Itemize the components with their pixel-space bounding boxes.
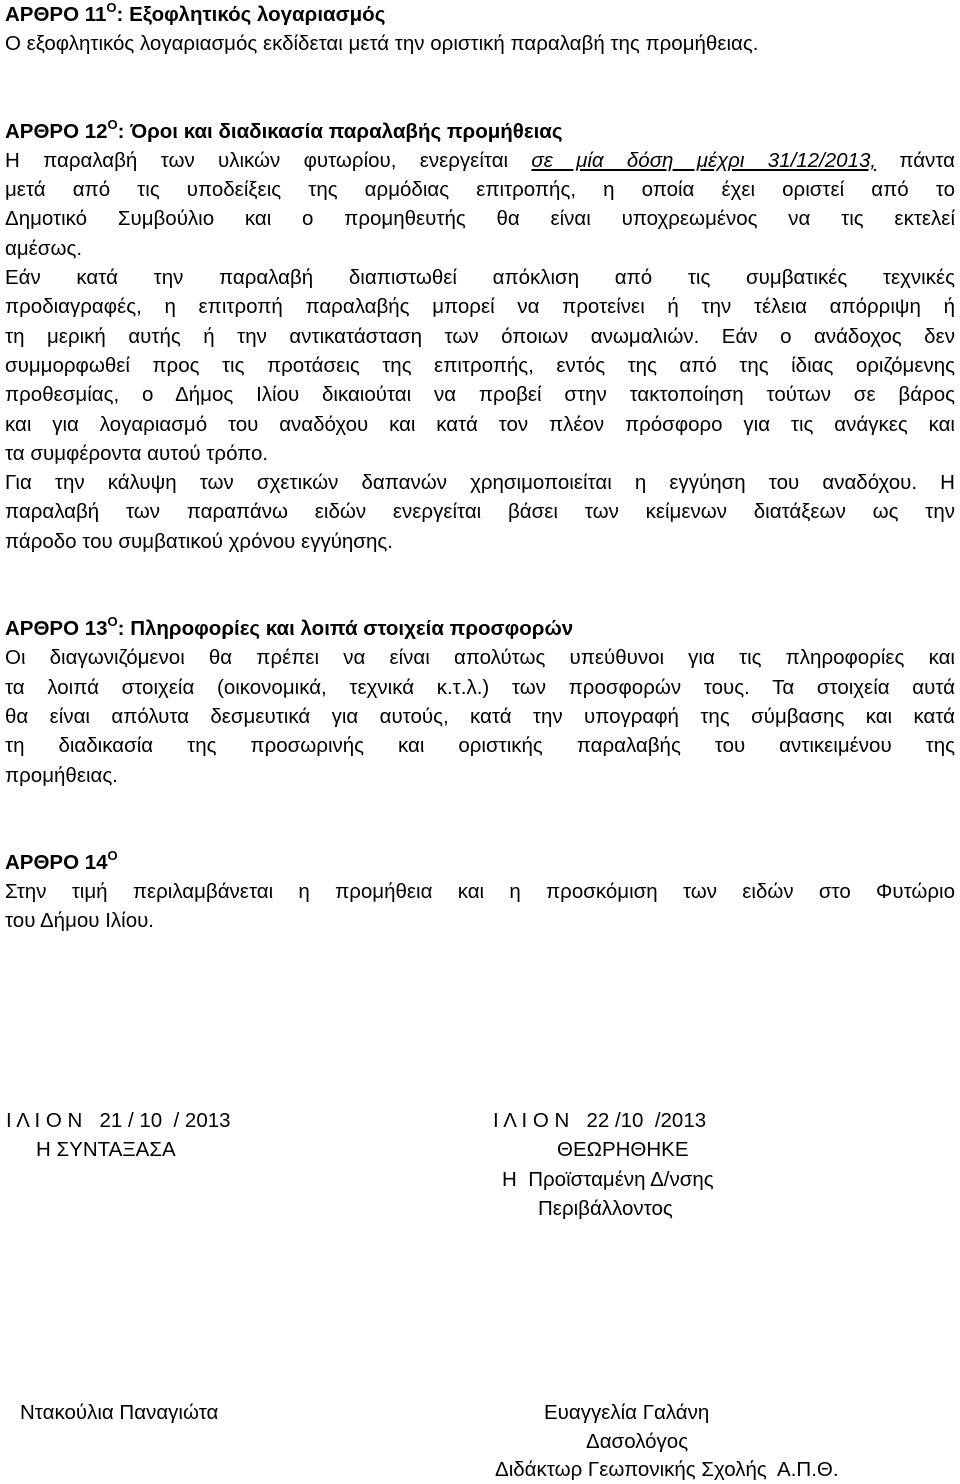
article-12-line-7: τη μερική αυτής ή την αντικατάσταση των όποιων ανωμαλιών. Εάν ο ανάδοχος δεν [5, 324, 955, 348]
right-status: ΘΕΩΡΗΘΗΚΕ [557, 1138, 689, 1161]
article-13-line-3: θα είναι απόλυτα δεσμευτικά για αυτούς, κατά την υπογραφή της σύμβασης και κατά [5, 704, 955, 728]
right-signatory-title: Δασολόγος [586, 1430, 689, 1453]
article-12-line-11: τα συμφέροντα αυτού τρόπο. [5, 441, 269, 465]
article-12-line-4: αμέσως. [5, 236, 83, 260]
article-14-line-1: Στην τιμή περιλαμβάνεται η προμήθεια και η προσκόμιση των ειδών στο Φυτώριο [5, 880, 955, 904]
article-14-heading [5, 848, 955, 877]
article-14-paragraph [5, 877, 955, 936]
delivery-deadline-emphasis: σε μία δόση μέχρι 31/12/2013, [531, 148, 877, 172]
document-body [5, 0, 955, 936]
right-date: Ι Λ Ι Ο Ν 22 /10 /2013 [493, 1109, 707, 1132]
article-14-number: ΑΡΘΡΟ 14 [5, 850, 108, 874]
article-13-heading [5, 614, 955, 643]
article-12-line-13: παραλαβή των παραπάνω ειδών ενεργείται βάσει των κείμενων διατάξεων ως την [5, 500, 955, 524]
right-role-line-2: Περιβάλλοντος [538, 1197, 673, 1220]
article-13-number: ΑΡΘΡΟ 13 [5, 617, 108, 641]
article-11-ordinal: Ο [106, 0, 117, 15]
article-13-title: : Πληροφορίες και λοιπά στοιχεία προσφορών [117, 617, 574, 641]
article-12-paragraph-1 [5, 146, 955, 263]
left-date: Ι Λ Ι Ο Ν 21 / 10 / 2013 [6, 1109, 231, 1132]
article-12-line-9: προθεσμίας, ο Δήμος Ιλίου δικαιούται να προβεί στην τακτοποίηση τούτων σε βάρος [5, 383, 955, 407]
article-12-line-2: μετά από τις υποδείξεις της αρμόδιας επιτροπής, η οποία έχει οριστεί από το [5, 178, 955, 202]
article-12-line-1-end: πάντα [876, 148, 956, 172]
left-signatory-name: Ντακούλια Παναγιώτα [20, 1401, 219, 1424]
article-12-paragraph-3 [5, 468, 955, 556]
left-role: Η ΣΥΝΤΑΞΑΣΑ [36, 1138, 176, 1161]
article-13-line-4: τη διαδικασία της προσωρινής και οριστικής παραλαβής του αντικειμένου της [5, 734, 955, 758]
article-13-paragraph [5, 643, 955, 789]
article-12-line-3: Δημοτικό Συμβούλιο και ο προμηθευτής θα είναι υποχρεωμένος να τις εκτελεί [5, 207, 955, 231]
article-14-line-2: του Δήμου Ιλίου. [5, 909, 155, 933]
article-12-paragraph-2 [5, 263, 955, 468]
article-13-line-2: τα λοιπά στοιχεία (οικονομικά, τεχνικά κ.τ.λ.) των προσφορών τους. Τα στοιχεία αυτά [5, 675, 955, 699]
article-12-ordinal: Ο [107, 116, 118, 132]
article-11-heading [5, 0, 955, 29]
article-11-number: ΑΡΘΡΟ 11 [5, 3, 107, 26]
article-11-title: : Εξοφλητικός λογαριασμός [116, 3, 386, 26]
article-12-line-8: συμμορφωθεί προς τις προτάσεις της επιτροπής, εντός της από της ίδιας οριζόμενης [5, 353, 955, 377]
article-13-line-1: Οι διαγωνιζόμενοι θα πρέπει να είναι απολύτως υπεύθυνοι για τις πληροφορίες και [5, 646, 955, 670]
article-13-line-5: προμήθειας. [5, 763, 118, 787]
right-signatory-name: Ευαγγελία Γαλάνη [544, 1401, 710, 1424]
article-12-heading [5, 117, 955, 146]
article-13-ordinal: Ο [107, 614, 118, 630]
article-12-line-12: Για την κάλυψη των σχετικών δαπανών χρησιμοποιείται η εγγύηση του αναδόχου. Η [5, 471, 955, 495]
article-12-line-1-start: Η παραλαβή των υλικών φυτωρίου, ενεργείται [5, 148, 532, 172]
article-14-ordinal: Ο [107, 847, 118, 863]
right-role-line-1: Η Προϊσταμένη Δ/νσης [502, 1168, 714, 1191]
article-12-number: ΑΡΘΡΟ 12 [5, 119, 108, 143]
article-12-line-6: προδιαγραφές, η επιτροπή παραλαβής μπορεί να προτείνει ή την τέλεια απόρριψη ή [5, 295, 955, 319]
article-12-line-5: Εάν κατά την παραλαβή διαπιστωθεί απόκλιση από τις συμβατικές τεχνικές [5, 266, 955, 290]
article-12-line-14: πάροδο του συμβατικού χρόνου εγγύησης. [5, 529, 393, 553]
article-11-text: Ο εξοφλητικός λογαριασμός εκδίδεται μετά την οριστική παραλαβή της προμήθειας. [5, 32, 759, 56]
article-12-line-10: και για λογαριασμό του αναδόχου και κατά τον πλέον πρόσφορο για τις ανάγκες και [5, 412, 955, 436]
right-signatory-degree: Διδάκτωρ Γεωπονικής Σχολής Α.Π.Θ. [495, 1458, 839, 1481]
article-12-line-1 [5, 146, 955, 175]
article-12-title: : Όροι και διαδικασία παραλαβής προμήθειας [117, 119, 563, 143]
